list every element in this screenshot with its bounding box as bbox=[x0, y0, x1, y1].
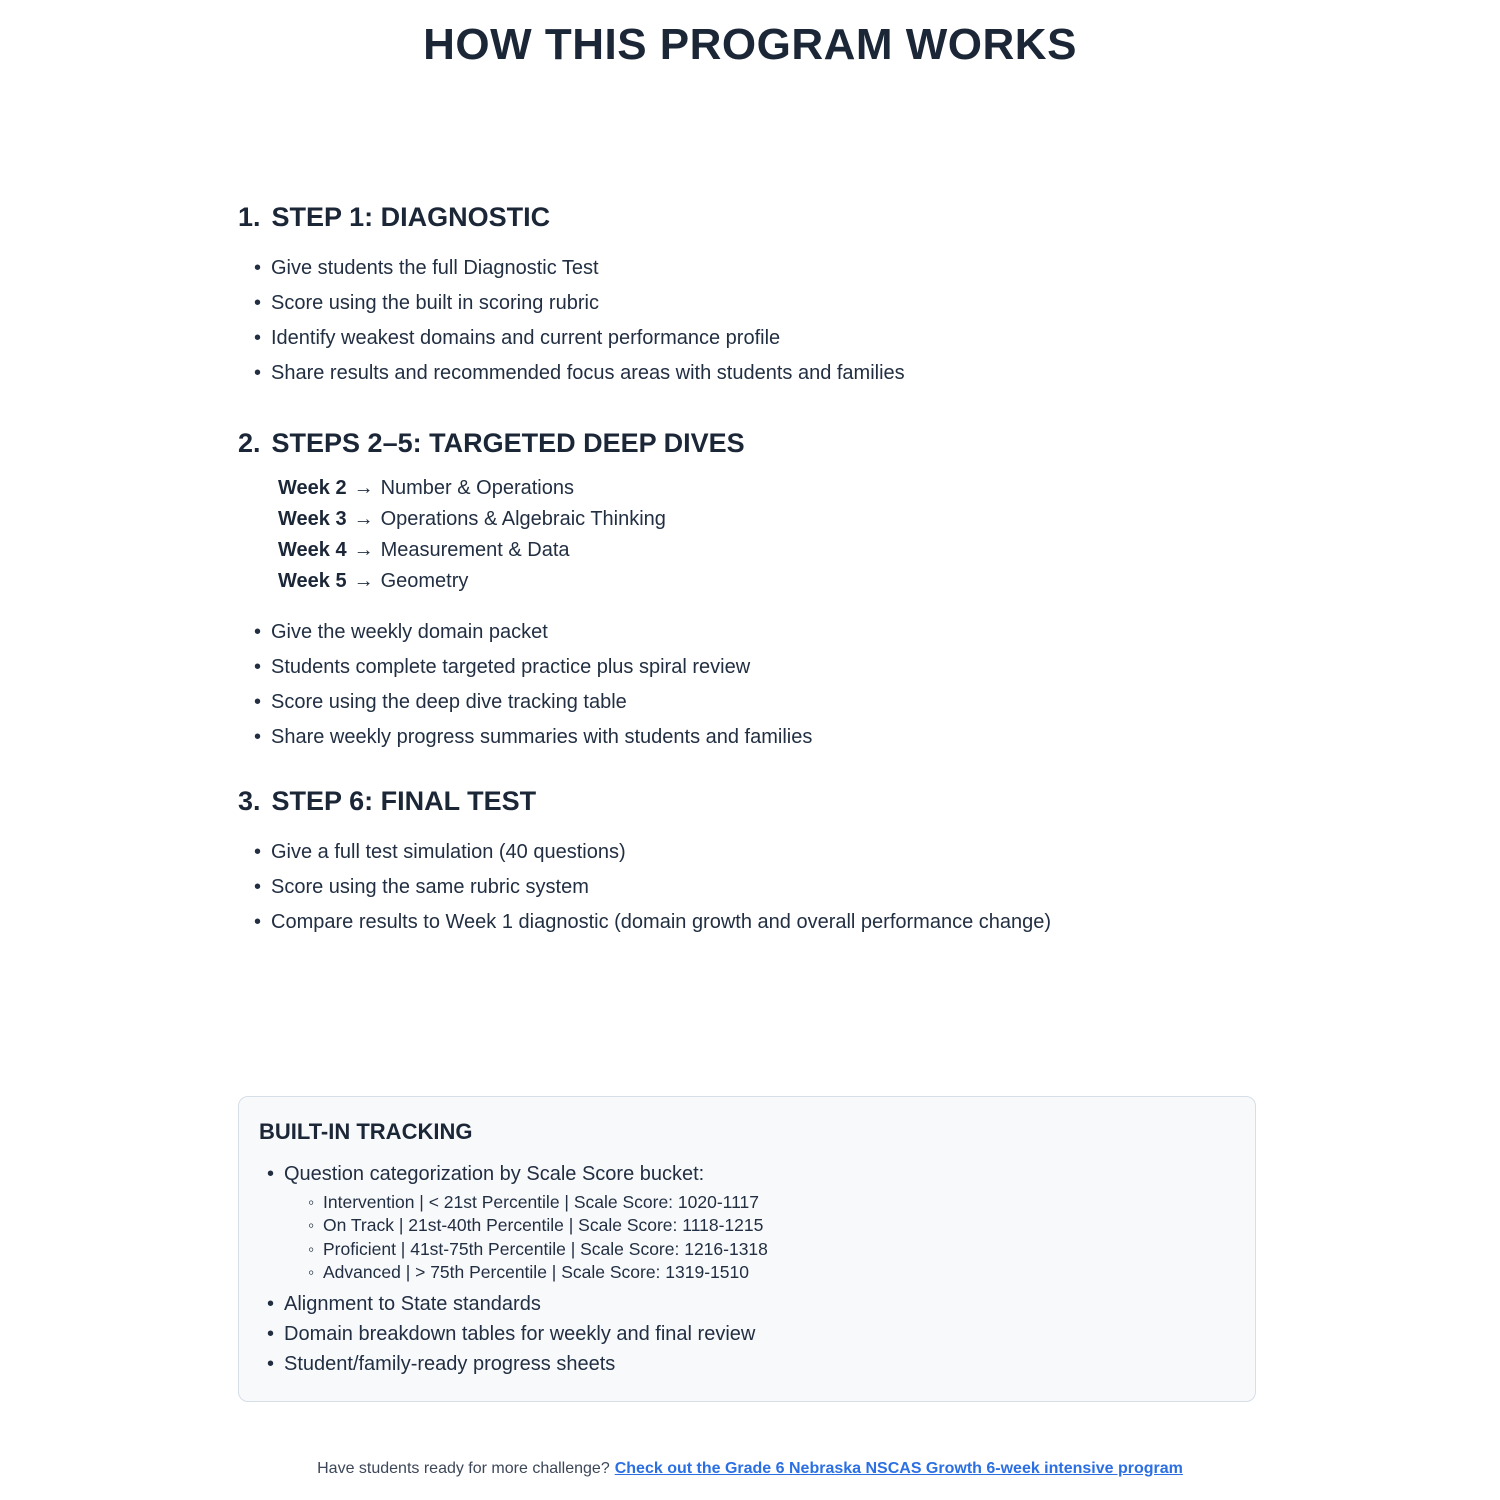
week-topic: Number & Operations bbox=[380, 476, 574, 499]
week-schedule bbox=[278, 473, 1260, 597]
list-item: • Student/family-ready progress sheets bbox=[267, 1349, 1231, 1379]
week-label: Week 4 bbox=[278, 538, 347, 561]
page-title: HOW THIS PROGRAM WORKS bbox=[423, 20, 1077, 69]
right-arrow-icon: → bbox=[353, 538, 374, 561]
list-item bbox=[267, 1159, 1231, 1285]
scale-score-bucket: ◦ On Track | 21st-40th Percentile | Scale Score: 1118-1215 bbox=[308, 1214, 1231, 1238]
bullet-list bbox=[238, 615, 1260, 755]
week-topic: Measurement & Data bbox=[380, 538, 570, 561]
week-topic: Operations & Algebraic Thinking bbox=[380, 507, 666, 530]
list-item: • Domain breakdown tables for weekly and final review bbox=[267, 1319, 1231, 1349]
tracking-lead-text: Question categorization by Scale Score bucket: bbox=[284, 1162, 705, 1185]
week-line bbox=[278, 535, 1260, 566]
scale-score-bucket-list bbox=[308, 1191, 1231, 1285]
list-item: • Students complete targeted practice plus spiral review bbox=[254, 650, 1260, 685]
week-label: Week 3 bbox=[278, 507, 347, 530]
right-arrow-icon: → bbox=[353, 507, 374, 530]
section-heading-text: STEP 6: FINAL TEST bbox=[271, 785, 537, 816]
section-number: 2. bbox=[238, 427, 261, 458]
week-line bbox=[278, 504, 1260, 535]
section-step-6-final-test bbox=[238, 785, 1260, 940]
list-item: • Share weekly progress summaries with students and families bbox=[254, 720, 1260, 755]
footer-prompt-text: Have students ready for more challenge? bbox=[317, 1459, 610, 1477]
scale-score-bucket: ◦ Advanced | > 75th Percentile | Scale Score: 1319-1510 bbox=[308, 1261, 1231, 1285]
week-line bbox=[278, 566, 1260, 597]
section-heading bbox=[238, 201, 1260, 233]
week-line bbox=[278, 473, 1260, 504]
list-item: • Give a full test simulation (40 questions) bbox=[254, 835, 1260, 870]
bullet-list bbox=[238, 251, 1260, 391]
section-heading bbox=[238, 427, 1260, 459]
section-steps-2-5-deep-dives bbox=[238, 427, 1260, 755]
list-item: • Score using the same rubric system bbox=[254, 870, 1260, 905]
section-heading bbox=[238, 785, 1260, 817]
list-item: • Give students the full Diagnostic Test bbox=[254, 251, 1260, 286]
section-step-1-diagnostic bbox=[238, 201, 1260, 391]
list-item: • Share results and recommended focus areas with students and families bbox=[254, 356, 1260, 391]
tracking-panel-title: BUILT-IN TRACKING bbox=[259, 1118, 473, 1144]
section-heading-text: STEPS 2–5: TARGETED DEEP DIVES bbox=[271, 427, 745, 458]
built-in-tracking-panel bbox=[238, 1096, 1256, 1402]
list-item: • Compare results to Week 1 diagnostic (domain growth and overall performance change) bbox=[254, 905, 1260, 940]
bullet-list bbox=[238, 835, 1260, 940]
scale-score-bucket: ◦ Proficient | 41st-75th Percentile | Scale Score: 1216-1318 bbox=[308, 1238, 1231, 1262]
section-number: 3. bbox=[238, 785, 261, 816]
week-label: Week 2 bbox=[278, 476, 347, 499]
list-item: • Identify weakest domains and current performance profile bbox=[254, 321, 1260, 356]
week-topic: Geometry bbox=[380, 569, 469, 592]
grade-6-program-link[interactable]: Check out the Grade 6 Nebraska NSCAS Growth 6-week intensive program bbox=[614, 1459, 1183, 1477]
list-item: • Score using the built in scoring rubric bbox=[254, 286, 1260, 321]
tracking-bullet-list bbox=[259, 1159, 1231, 1379]
list-item: • Score using the deep dive tracking table bbox=[254, 685, 1260, 720]
list-item: • Alignment to State standards bbox=[267, 1289, 1231, 1319]
week-label: Week 5 bbox=[278, 569, 347, 592]
list-item: • Give the weekly domain packet bbox=[254, 615, 1260, 650]
footer bbox=[0, 1460, 1500, 1478]
section-number: 1. bbox=[238, 201, 261, 232]
scale-score-bucket: ◦ Intervention | < 21st Percentile | Scale Score: 1020-1117 bbox=[308, 1191, 1231, 1215]
section-heading-text: STEP 1: DIAGNOSTIC bbox=[271, 201, 551, 232]
right-arrow-icon: → bbox=[353, 569, 374, 592]
right-arrow-icon: → bbox=[353, 476, 374, 499]
document-body bbox=[0, 201, 1500, 1402]
